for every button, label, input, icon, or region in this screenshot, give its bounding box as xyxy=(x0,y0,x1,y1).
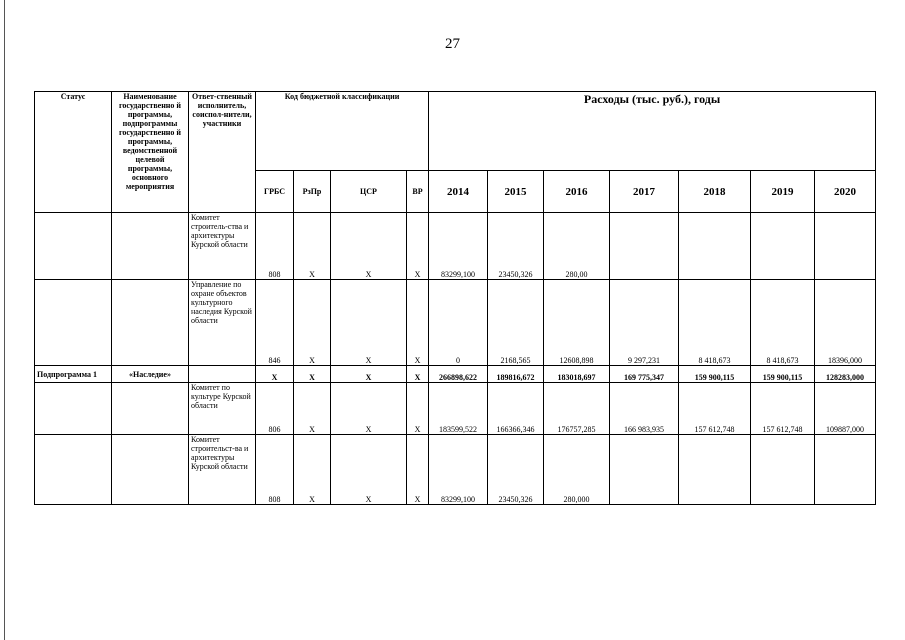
table-row-subprogram xyxy=(35,366,876,383)
cell-value: 8 418,673 xyxy=(751,280,815,366)
cell-value xyxy=(815,213,876,280)
cell-executor: Комитет по культуре Курской области xyxy=(189,383,256,435)
header-year: 2019 xyxy=(751,171,815,213)
cell-value: 83299,100 xyxy=(429,435,488,505)
cell-value: 23450,326 xyxy=(488,213,544,280)
cell-value: 9 297,231 xyxy=(610,280,679,366)
cell-rzpr: Х xyxy=(294,280,331,366)
cell-value: 159 900,115 xyxy=(751,366,815,383)
cell-name xyxy=(112,383,189,435)
page-number: 27 xyxy=(445,36,460,52)
cell-csr: Х xyxy=(331,366,407,383)
cell-name xyxy=(112,213,189,280)
cell-value: 157 612,748 xyxy=(751,383,815,435)
cell-value: 8 418,673 xyxy=(679,280,751,366)
cell-value: 159 900,115 xyxy=(679,366,751,383)
cell-vr: Х xyxy=(407,366,429,383)
cell-value xyxy=(679,435,751,505)
cell-rzpr: Х xyxy=(294,435,331,505)
cell-executor: Управление по охране объектов культурного наследия Курской области xyxy=(189,280,256,366)
cell-csr: Х xyxy=(331,383,407,435)
header-rzpr: РзПр xyxy=(294,171,331,213)
cell-csr: Х xyxy=(331,435,407,505)
cell-value xyxy=(751,213,815,280)
header-vr: ВР xyxy=(407,171,429,213)
cell-value: 12608,898 xyxy=(544,280,610,366)
header-year: 2017 xyxy=(610,171,679,213)
cell-rzpr: Х xyxy=(294,366,331,383)
cell-value: 83299,100 xyxy=(429,213,488,280)
cell-value xyxy=(610,435,679,505)
header-csr: ЦСР xyxy=(331,171,407,213)
cell-status xyxy=(35,280,112,366)
cell-name: «Наследие» xyxy=(112,366,189,383)
header-expenses: Расходы (тыс. руб.), годы xyxy=(429,92,876,171)
cell-vr: Х xyxy=(407,280,429,366)
cell-value: 2168,565 xyxy=(488,280,544,366)
table-row xyxy=(35,213,876,280)
cell-value: 23450,326 xyxy=(488,435,544,505)
cell-name xyxy=(112,280,189,366)
cell-status: Подпрограмма 1 xyxy=(35,366,112,383)
cell-status xyxy=(35,435,112,505)
cell-value: 166366,346 xyxy=(488,383,544,435)
cell-value: 189816,672 xyxy=(488,366,544,383)
header-year: 2016 xyxy=(544,171,610,213)
table-row xyxy=(35,383,876,435)
cell-value: 157 612,748 xyxy=(679,383,751,435)
cell-value: 0 xyxy=(429,280,488,366)
cell-grbs: 846 xyxy=(256,280,294,366)
cell-value: 280,00 xyxy=(544,213,610,280)
cell-executor xyxy=(189,366,256,383)
cell-value: 266898,622 xyxy=(429,366,488,383)
header-grbs: ГРБС xyxy=(256,171,294,213)
cell-value: 169 775,347 xyxy=(610,366,679,383)
cell-rzpr: Х xyxy=(294,213,331,280)
header-year: 2015 xyxy=(488,171,544,213)
cell-value: 128283,000 xyxy=(815,366,876,383)
cell-vr: Х xyxy=(407,213,429,280)
cell-value xyxy=(751,435,815,505)
cell-csr: Х xyxy=(331,213,407,280)
cell-value: 18396,000 xyxy=(815,280,876,366)
cell-value: 176757,285 xyxy=(544,383,610,435)
cell-csr: Х xyxy=(331,280,407,366)
cell-grbs: 806 xyxy=(256,383,294,435)
cell-value: 166 983,935 xyxy=(610,383,679,435)
cell-grbs: 808 xyxy=(256,213,294,280)
cell-vr: Х xyxy=(407,435,429,505)
cell-status xyxy=(35,213,112,280)
header-budget-code: Код бюджетной классификации xyxy=(256,92,429,171)
cell-name xyxy=(112,435,189,505)
header-year: 2020 xyxy=(815,171,876,213)
cell-grbs: 808 xyxy=(256,435,294,505)
cell-vr: Х xyxy=(407,383,429,435)
table-row xyxy=(35,435,876,505)
header-year: 2018 xyxy=(679,171,751,213)
cell-rzpr: Х xyxy=(294,383,331,435)
header-row-1 xyxy=(35,92,876,171)
cell-value: 109887,000 xyxy=(815,383,876,435)
cell-executor: Комитет строитель-ства и архитектуры Курской области xyxy=(189,213,256,280)
cell-status xyxy=(35,383,112,435)
header-status: Статус xyxy=(35,92,112,213)
cell-value xyxy=(679,213,751,280)
page-left-edge xyxy=(4,0,5,640)
table-row xyxy=(35,280,876,366)
header-name: Наименование государственно й программы, подпрограммы государственно й программы, ведомственной целевой программы, основного мероприятия xyxy=(112,92,189,213)
cell-value xyxy=(610,213,679,280)
cell-value: 183599,522 xyxy=(429,383,488,435)
header-year: 2014 xyxy=(429,171,488,213)
header-executor: Ответ-ственный исполнитель, соиспол-нители, участники xyxy=(189,92,256,213)
cell-value xyxy=(815,435,876,505)
budget-table xyxy=(34,91,876,505)
cell-grbs: Х xyxy=(256,366,294,383)
cell-value: 183018,697 xyxy=(544,366,610,383)
cell-executor: Комитет строительст-ва и архитектуры Курской области xyxy=(189,435,256,505)
cell-value: 280,000 xyxy=(544,435,610,505)
